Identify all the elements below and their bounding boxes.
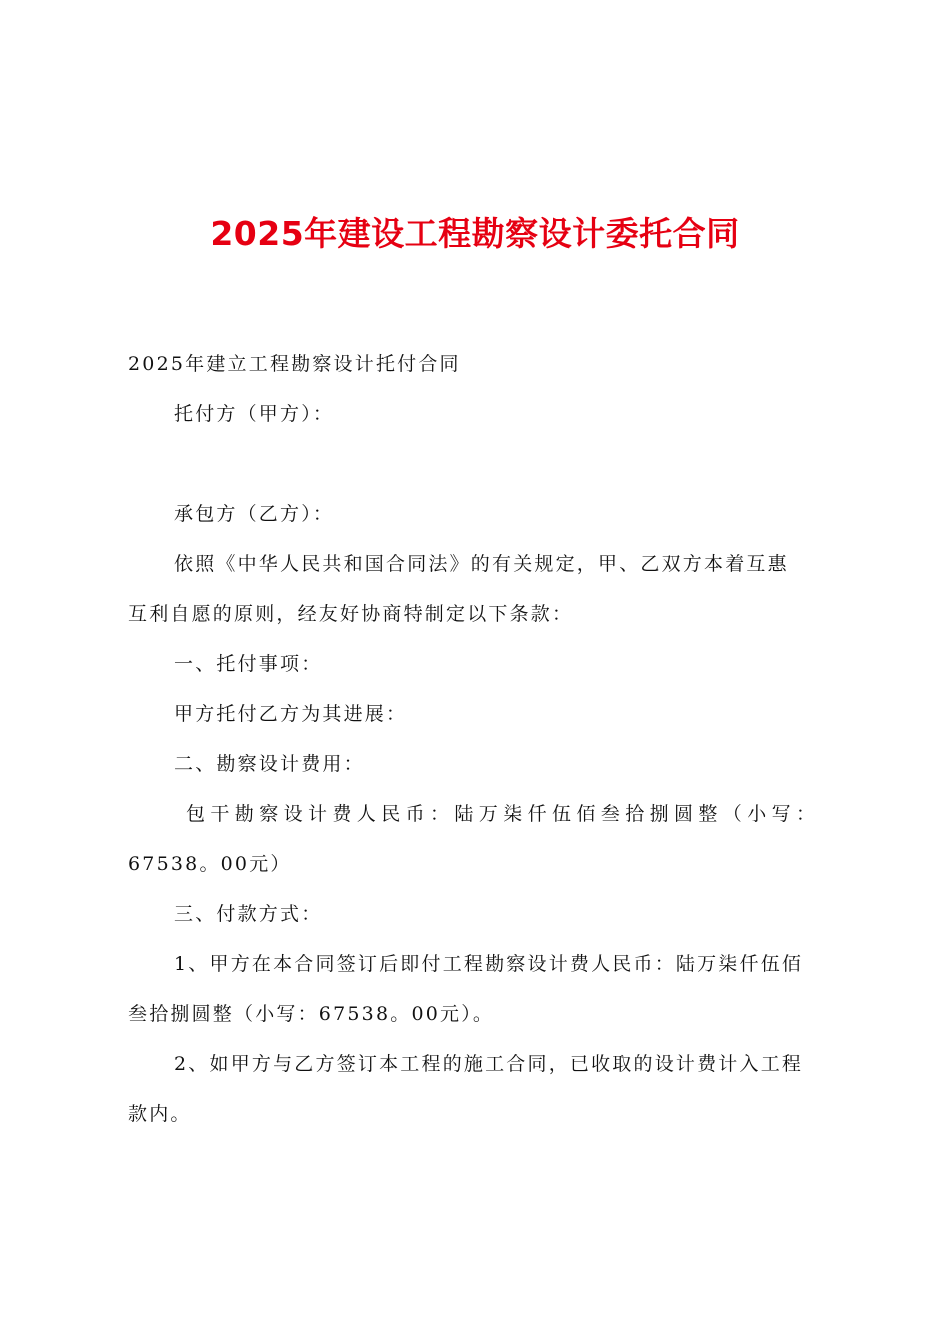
- paragraph-line: 2、如甲方与乙方签订本工程的施工合同，已收取的设计费计入工程: [174, 1053, 804, 1075]
- party-b-line: 承包方（乙方）：: [174, 503, 335, 525]
- paragraph-line: 甲方托付乙方为其进展：: [174, 703, 408, 725]
- paragraph-line: 1、甲方在本合同签订后即付工程勘察设计费人民币：陆万柒仟伍佰: [174, 953, 804, 975]
- blank-line: [128, 445, 832, 495]
- paragraph-line: 叁拾捌圆整（小写：67538。00元）。: [128, 1003, 495, 1025]
- paragraph-line: 款内。: [128, 1103, 192, 1125]
- document-title: 2025年建设工程勘察设计委托合同: [210, 214, 740, 253]
- party-a-line: 托付方（甲方）：: [174, 403, 335, 425]
- section-heading: 二、勘察设计费用：: [174, 753, 365, 775]
- paragraph-line: 包干勘察设计费人民币：陆万柒仟伍佰叁拾捌圆整（小写：: [186, 803, 821, 825]
- paragraph-line: 依照《中华人民共和国合同法》的有关规定，甲、乙双方本着互惠: [174, 553, 789, 575]
- paragraph-line: 67538。00元）: [128, 853, 292, 875]
- section-heading: 三、付款方式：: [174, 903, 323, 925]
- document-body: [128, 345, 832, 1145]
- section-heading: 一、托付事项：: [174, 653, 323, 675]
- paragraph-line: 互利自愿的原则，经友好协商特制定以下条款：: [128, 603, 574, 625]
- contract-heading: 2025年建立工程勘察设计托付合同: [128, 353, 461, 375]
